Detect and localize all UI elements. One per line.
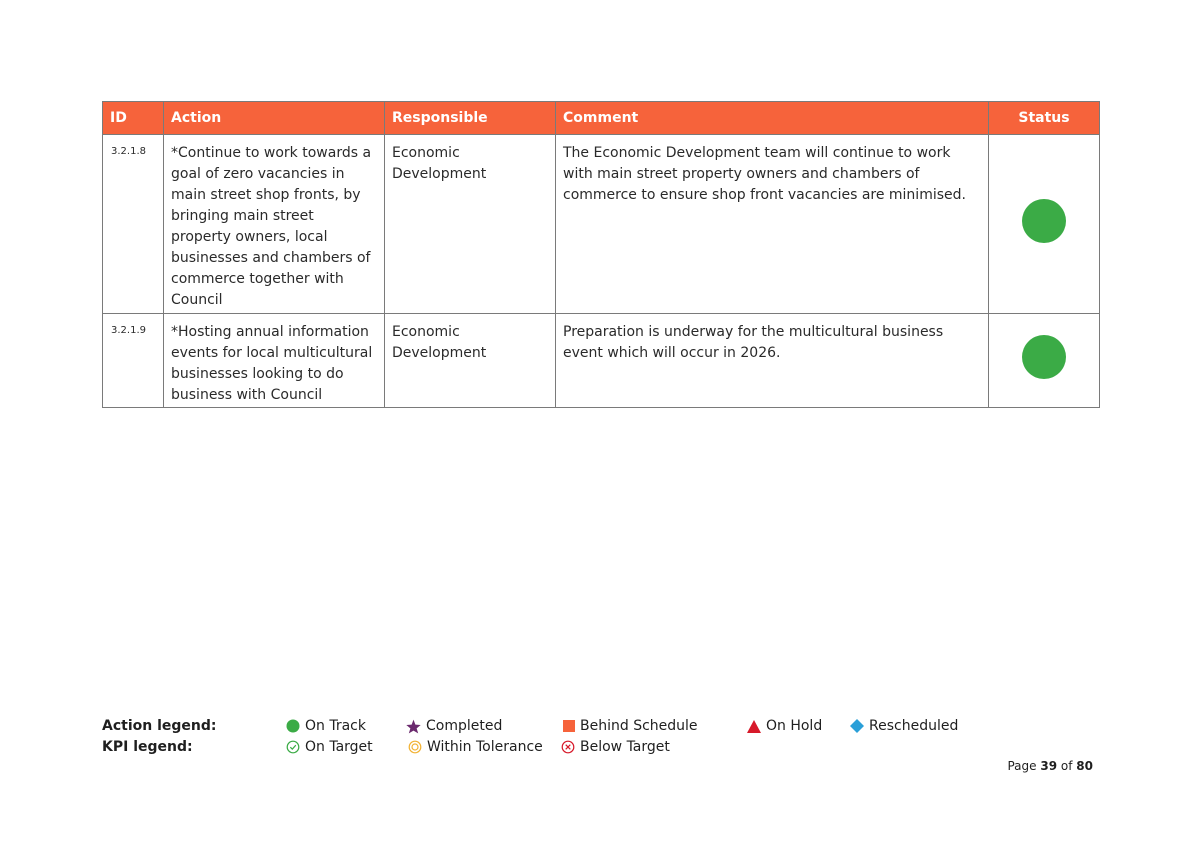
page-of: of <box>1060 759 1073 773</box>
header-action: Action <box>164 102 385 135</box>
legend-item-label: On Hold <box>766 718 823 734</box>
legend-item-label: On Track <box>305 718 366 734</box>
legend-item-on-track <box>286 718 366 734</box>
target-circle-icon <box>408 740 422 754</box>
row-action: *Continue to work towards a goal of zero vacancies in main street shop fronts, by bringing main street property owners, local businesses and chambers of commerce together with Council <box>164 135 385 314</box>
table-row <box>103 314 1100 408</box>
legend-item-on-hold <box>747 718 822 734</box>
legend-item-label: On Target <box>305 739 373 755</box>
page-current: 39 <box>1040 759 1058 773</box>
kpi-legend-label: KPI legend: <box>102 739 193 755</box>
orange-square-icon <box>563 720 575 732</box>
row-comment: Preparation is underway for the multicultural business event which will occur in 2026. <box>556 314 989 408</box>
legend-item-label: Behind Schedule <box>580 718 698 734</box>
table-header-row <box>103 102 1100 135</box>
legend-item-behind-schedule <box>563 718 698 734</box>
page-number <box>1007 759 1093 773</box>
legend-item-within-tolerance <box>408 739 543 755</box>
x-circle-icon <box>561 740 575 754</box>
legend-item-completed <box>406 718 502 734</box>
purple-star-icon <box>406 719 421 734</box>
row-responsible: Economic Development <box>385 135 556 314</box>
page-total: 80 <box>1076 759 1093 773</box>
blue-diamond-icon <box>850 719 864 733</box>
row-status <box>989 135 1100 314</box>
red-triangle-icon <box>747 720 761 733</box>
check-circle-icon <box>286 740 300 754</box>
row-responsible: Economic Development <box>385 314 556 408</box>
action-legend-label: Action legend: <box>102 718 217 734</box>
header-id: ID <box>103 102 164 135</box>
header-responsible: Responsible <box>385 102 556 135</box>
legend-item-label: Within Tolerance <box>427 739 543 755</box>
table-row <box>103 135 1100 314</box>
legend-item-label: Completed <box>426 718 503 734</box>
row-id: 3.2.1.8 <box>103 135 164 314</box>
page-prefix: Page <box>1007 759 1037 773</box>
row-action: *Hosting annual information events for local multicultural businesses looking to do business with Council <box>164 314 385 408</box>
action-table <box>102 101 1100 408</box>
green-circle-icon <box>286 719 300 733</box>
on-track-status-icon <box>1022 199 1066 243</box>
row-status <box>989 314 1100 408</box>
legend-item-below-target <box>561 739 670 755</box>
row-comment: The Economic Development team will continue to work with main street property owners and chambers of commerce to ensure shop front vacancies are minimised. <box>556 135 989 314</box>
legend-item-rescheduled <box>850 718 958 734</box>
legend-item-on-target <box>286 739 373 755</box>
legend-item-label: Rescheduled <box>869 718 959 734</box>
header-comment: Comment <box>556 102 989 135</box>
on-track-status-icon <box>1022 335 1066 379</box>
row-id: 3.2.1.9 <box>103 314 164 408</box>
legend-item-label: Below Target <box>580 739 670 755</box>
header-status: Status <box>989 102 1100 135</box>
